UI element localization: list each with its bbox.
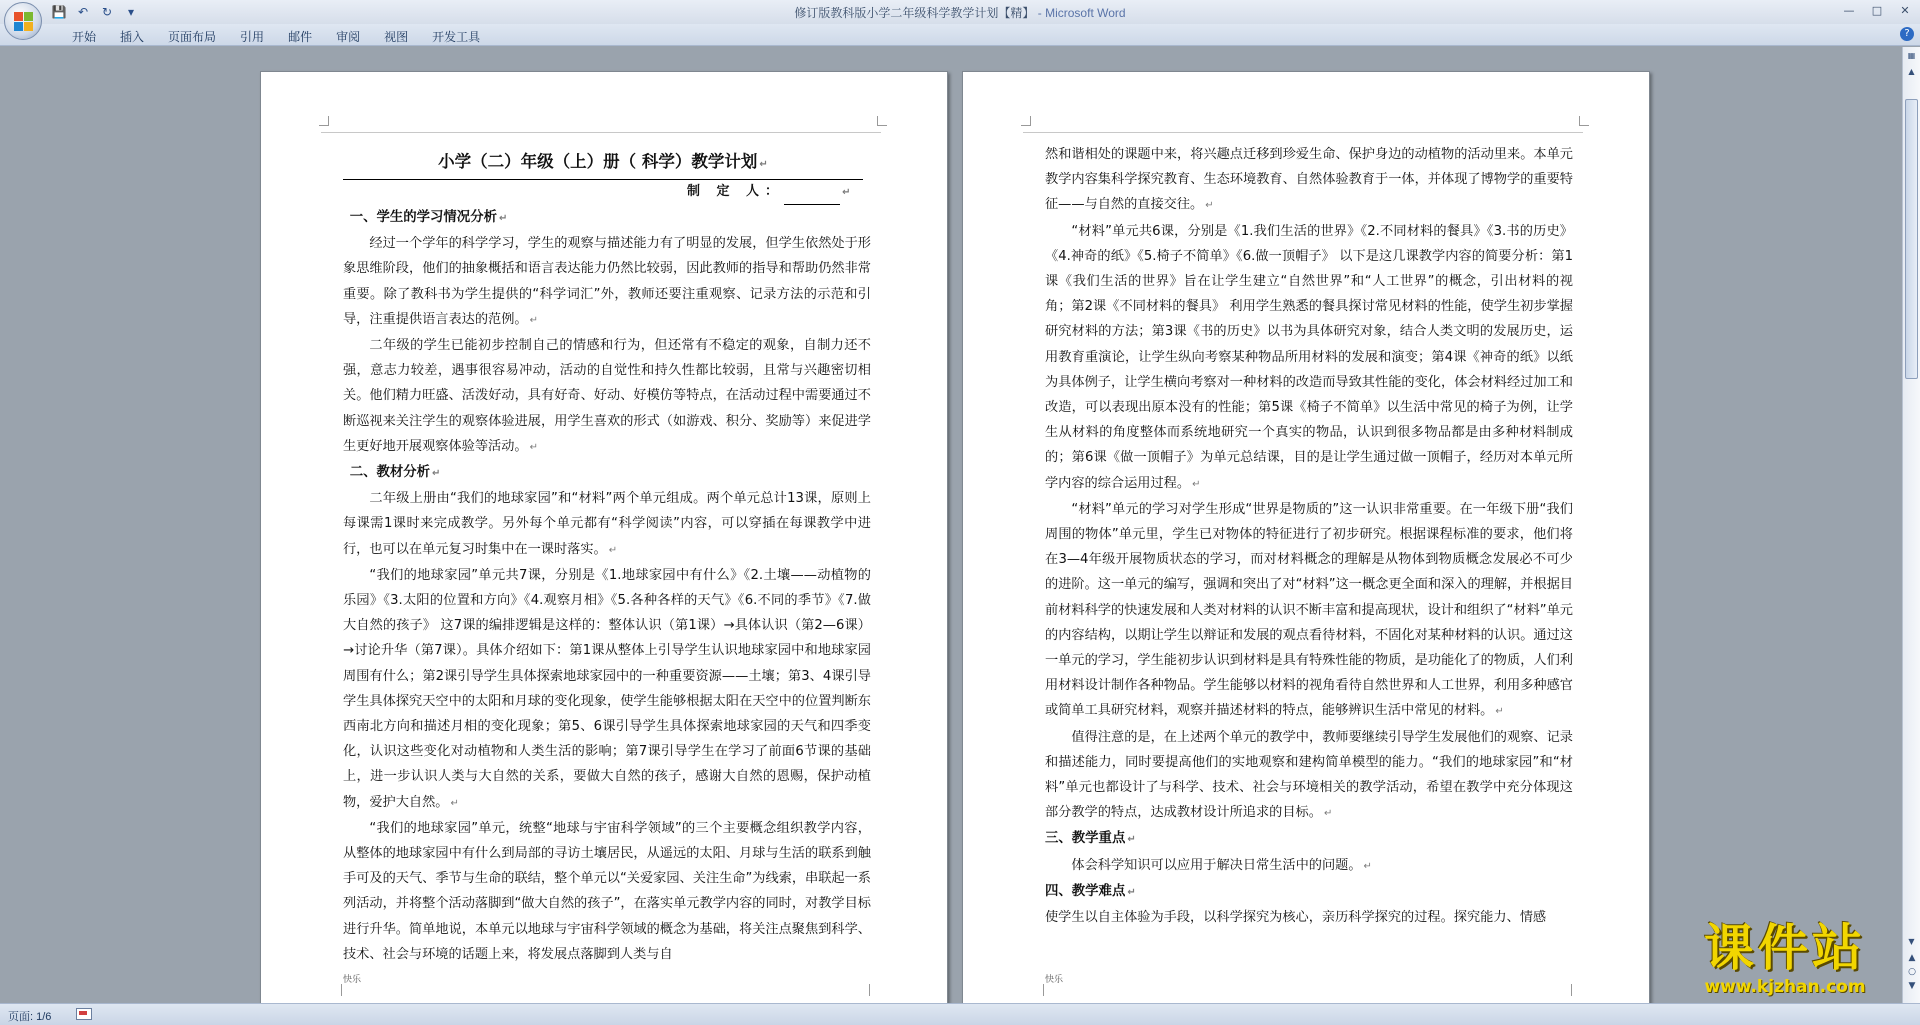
- paragraph-text: 经过一个学年的科学学习，学生的观察与描述能力有了明显的发展，但学生依然处于形象思维阶段，他们的抽象概括和语言表达能力仍然比较弱，因此教师的指导和帮助仍然非常重要。除了教科书为学生提供的“科学词汇”外，教师还要注重观察、记录方法的示范和引导，注重提供语言表达的范例。: [343, 236, 871, 327]
- ribbon-tabs: [60, 27, 492, 46]
- tab-view[interactable]: 视图: [384, 30, 409, 44]
- page-2[interactable]: [962, 71, 1650, 1003]
- quick-access-toolbar: [50, 3, 140, 21]
- scrollbar-thumb[interactable]: [1905, 99, 1918, 379]
- proofing-icon[interactable]: [76, 1008, 92, 1020]
- document-heading-text: 小学（二）年级（上）册（ 科学）教学计划: [438, 152, 758, 171]
- tab-page-layout[interactable]: 页面布局: [168, 30, 217, 44]
- scroll-down-icon[interactable]: ▼: [1908, 937, 1915, 946]
- window-controls: [1838, 2, 1916, 20]
- page-1-body[interactable]: [343, 148, 871, 967]
- scroll-up-icon[interactable]: ▲: [1908, 67, 1915, 76]
- office-button[interactable]: [4, 2, 42, 40]
- paragraph: 二年级上册由“我们的地球家园”和“材料”两个单元组成。两个单元总计13课，原则上每课需1课时来完成教学。另外每个单元都有“科学阅读”内容，可以穿插在每课教学中进行，也可以在单元复习时集中在一课时落实。 ↵: [343, 491, 871, 557]
- header-line: [321, 132, 881, 133]
- paragraph-text: “材料”单元的学习对学生形成“世界是物质的”这一认识非常重要。在一年级下册“我们周围的物体”单元里，学生已对物体的特征进行了初步研究。根据课程标准的要求，他们将在3—4年级开展物质状态的学习，而对材料概念的理解是从物体到物质概念发展必不可少的进阶。这一单元的编写，强调和突出了对“材料”这一概念更全面和深入的理解，并根据目前材料科学的快速发展和人类对材料的认识不断丰富和提高现状，设计和组织了“材料”单元的内容结构，以期让学生以辩证和发展的观点看待材料，不固化对某种材料的认识。通过这一单元的学习，学生能初步认识到材料是具有特殊性能的物质，是功能化了的物质，人们利用材料设计制作各种物品。学生能够以材料的视角看待自然世界和人工世界，利用多种感官或简单工具研究材料，观察并描述材料的特点，能够辨识生活中常见的材料。: [1045, 501, 1573, 719]
- ruler-toggle-icon[interactable]: ▦: [1907, 51, 1916, 60]
- section-heading-3: 三、教学重点 ↵: [1045, 831, 1136, 847]
- crop-mark: [1043, 984, 1053, 996]
- app-name: - Microsoft Word: [1034, 6, 1126, 20]
- tab-insert[interactable]: 插入: [120, 30, 145, 44]
- page-count[interactable]: 页面: 1/6: [8, 1011, 52, 1023]
- document-heading: 小学（二）年级（上）册（ 科学）教学计划 ↵: [343, 148, 863, 180]
- office-logo-icon: [14, 12, 33, 31]
- paragraph-text: 体会科学知识可以应用于解决日常生活中的问题。: [1071, 857, 1362, 873]
- save-icon[interactable]: 💾: [51, 5, 67, 19]
- vertical-scrollbar[interactable]: [1902, 47, 1920, 1003]
- maximize-icon[interactable]: □: [1871, 4, 1883, 17]
- paragraph-text: “材料”单元共6课，分别是《1.我们生活的世界》《2.不同材料的餐具》《3.书的历史》《4.神奇的纸》《5.椅子不简单》《6.做一顶帽子》 以下是这几课教学内容的简要分析：第1课《我们生活的世界》旨在让学生建立“自然世界”和“人工世界”的概念，引出材料的视角；第2课《不同材料的餐具》 利用学生熟悉的餐具探讨常见材料的性能，使学生初步掌握研究材料的方法；第3课《书的历史》以书为具体研究对象，结合人类文明的发展历史，运用教育重演论，让学生纵向考察某种物品所用材料的发展和演变；第4课《神奇的纸》以纸为具体例子，让学生横向考察对一种材料的改造而导致其性能的变化，体会材料经过加工和改造，可以表现出原本没有的性能；第5课《椅子不简单》以生活中常见的椅子为例，让学生从材料的角度整体而系统地研究一个真实的物品，认识到很多物品都是由多种材料制成的；第6课《做一顶帽子》为单元总结课，目的是让学生通过做一顶帽子，经历对本单元所学内容的综合运用过程。: [1045, 223, 1573, 491]
- document-area[interactable]: [0, 47, 1902, 1003]
- paragraph-text: “我们的地球家园”单元共7课，分别是《1.地球家园中有什么》《2.土壤——动植物的乐园》《3.太阳的位置和方向》《4.观察月相》《5.各种各样的天气》《6.不同的季节》《7.做大自然的孩子》 这7课的编排逻辑是这样的：整体认识（第1课）→具体认识（第2—6课）→讨论升华（第7课）。具体介绍如下：第1课从整体上引导学生认识地球家园中和地球家园周围有什么；第2课引导学生具体探索地球家园中的一种重要资源——土壤；第3、4课引导学生具体探究天空中的太阳和月球的变化现象，使学生能够根据太阳在天空中的位置判断东西南北方向和描述月相的变化现象；第5、6课引导学生具体探索地球家园的天气和四季变化，认识这些变化对动植物和人类生活的影响；第7课引导学生在学习了前面6节课的基础上，进一步认识人类与大自然的关系，要做大自然的孩子，感谢大自然的恩赐，保护动植物，爱护大自然。: [343, 567, 871, 810]
- tab-review[interactable]: 审阅: [336, 30, 361, 44]
- section-heading-4-text: 四、教学难点: [1045, 883, 1126, 899]
- watermark-brand: 课件站: [1704, 919, 1866, 977]
- crop-mark: [869, 984, 879, 996]
- crop-mark: [341, 984, 351, 996]
- browse-object-icon[interactable]: ○: [1908, 967, 1916, 977]
- paragraph: 体会科学知识可以应用于解决日常生活中的问题。 ↵: [1071, 857, 1372, 873]
- paragraph: “材料”单元共6课，分别是《1.我们生活的世界》《2.不同材料的餐具》《3.书的历史》《4.神奇的纸》《5.椅子不简单》《6.做一顶帽子》 以下是这几课教学内容的简要分析：第1课《我们生活的世界》旨在让学生建立“自然世界”和“人工世界”的概念，引出材料的视角；第2课《不同材料的餐具》 利用学生熟悉的餐具探讨常见材料的性能，使学生初步掌握研究材料的方法；第3课《书的历史》以书为具体研究对象，结合人类文明的发展历史，运用教育重演论，让学生纵向考察某种物品所用材料的发展和演变；第4课《神奇的纸》以纸为具体例子，让学生横向考察对一种材料的改造而导致其性能的变化，体会材料经过加工和改造，可以表现出原本没有的性能；第5课《椅子不简单》以生活中常见的椅子为例，让学生从材料的角度整体而系统地研究一个真实的物品，认识到很多物品都是由多种材料制成的；第6课《做一顶帽子》为单元总结课，目的是让学生通过做一顶帽子，经历对本单元所学内容的综合运用过程。 ↵: [1045, 223, 1573, 491]
- paragraph: “我们的地球家园”单元共7课，分别是《1.地球家园中有什么》《2.土壤——动植物的乐园》《3.太阳的位置和方向》《4.观察月相》《5.各种各样的天气》《6.不同的季节》《7.做大自然的孩子》 这7课的编排逻辑是这样的：整体认识（第1课）→具体认识（第2—6课）→讨论升华（第7课）。具体介绍如下：第1课从整体上引导学生认识地球家园中和地球家园周围有什么；第2课引导学生具体探索地球家园中的一种重要资源——土壤；第3、4课引导学生具体探究天空中的太阳和月球的变化现象，使学生能够根据太阳在天空中的位置判断东西南北方向和描述月相的变化现象；第5、6课引导学生具体探索地球家园的天气和四季变化，认识这些变化对动植物和人类生活的影响；第7课引导学生在学习了前面6节课的基础上，进一步认识人类与大自然的关系，要做大自然的孩子，感谢大自然的恩赐，保护动植物，爱护大自然。 ↵: [343, 567, 871, 810]
- section-heading-1-text: 一、学生的学习情况分析: [349, 210, 497, 225]
- crop-mark: [877, 116, 887, 126]
- next-page-icon[interactable]: ▼: [1908, 981, 1916, 991]
- section-heading-3-text: 三、教学重点: [1045, 831, 1126, 847]
- paragraph-text: 值得注意的是，在上述两个单元的教学中，教师要继续引导学生发展他们的观察、记录和描述能力，同时要提高他们的实地观察和建构简单模型的能力。“我们的地球家园”和“材料”单元也都设计了与科学、技术、社会与环境相关的教学活动，希望在教学中充分体现这部分教学的特点，达成教材设计所追求的目标。: [1045, 729, 1573, 821]
- crop-mark: [319, 116, 329, 126]
- page-1[interactable]: [260, 71, 948, 1003]
- close-icon[interactable]: ✕: [1900, 4, 1910, 17]
- window-title: [0, 4, 1920, 21]
- tab-references[interactable]: 引用: [240, 30, 265, 44]
- crop-mark: [1021, 116, 1031, 126]
- minimize-icon[interactable]: —: [1843, 4, 1855, 17]
- status-bar: [0, 1003, 1920, 1025]
- section-heading-1: 一、学生的学习情况分析 ↵: [349, 210, 508, 225]
- paragraph: 然和谐相处的课题中来，将兴趣点迁移到珍爱生命、保护身边的动植物的活动里来。本单元教学内容集科学探究教育、生态环境教育、自然体验教育于一体，并体现了博物学的重要特征——与自然的直接交往。 ↵: [1045, 147, 1573, 213]
- watermark-url: www.kjzhan.com: [1704, 977, 1866, 997]
- page-2-body[interactable]: [1045, 142, 1573, 930]
- previous-page-icon[interactable]: ▲: [1908, 953, 1916, 963]
- paragraph: [1045, 905, 1573, 930]
- page-footer: 快乐: [343, 975, 362, 985]
- crop-mark: [1571, 984, 1581, 996]
- paragraph: 经过一个学年的科学学习，学生的观察与描述能力有了明显的发展，但学生依然处于形象思维阶段，他们的抽象概括和语言表达能力仍然比较弱，因此教师的指导和帮助仍然非常重要。除了教科书为学生提供的“科学词汇”外，教师还要注重观察、记录方法的示范和引导，注重提供语言表达的范例。 ↵: [343, 236, 871, 327]
- tab-home[interactable]: 开始: [72, 30, 97, 44]
- paragraph: [343, 816, 871, 967]
- paragraph-text: “我们的地球家园”单元，统整“地球与宇宙科学领域”的三个主要概念组织教学内容，从整体的地球家园中有什么到局部的寻访土壤居民，从遥远的太阳、月球与生活的联系到触手可及的天气、季节与生命的联结，整个单元以“关爱家园、关注生命”为线索，串联起一系列活动，并将整个活动落脚到“做大自然的孩子”，在落实单元教学内容的同时，对教学目标进行升华。简单地说，本单元以地球与宇宙科学领域的概念为基础，将关注点聚焦到科学、技术、社会与环境的话题上来，将发展点落脚到人类与自: [343, 820, 871, 962]
- section-heading-2: 二、教材分析 ↵: [349, 465, 441, 481]
- redo-icon[interactable]: ↻: [101, 5, 113, 19]
- page-footer: 快乐: [1045, 975, 1064, 985]
- help-icon[interactable]: ?: [1900, 27, 1914, 41]
- tab-mailings[interactable]: 邮件: [288, 30, 313, 44]
- site-watermark: [1660, 920, 1910, 1000]
- paragraph-text: 使学生以自主体验为手段，以科学探究为核心，亲历科学探究的过程。探究能力、情感: [1045, 910, 1547, 926]
- document-title: 修订版教科版小学二年级科学教学计划【精】: [794, 6, 1035, 20]
- section-heading-2-text: 二、教材分析: [349, 465, 431, 481]
- paragraph-text: 然和谐相处的课题中来，将兴趣点迁移到珍爱生命、保护身边的动植物的活动里来。本单元教学内容集科学探究教育、生态环境教育、自然体验教育于一体，并体现了博物学的重要特征——与自然的直接交往。: [1045, 147, 1573, 213]
- paragraph: 二年级的学生已能初步控制自己的情感和行为，但还常有不稳定的观象，自制力还不强，意志力较差，遇事很容易冲动，活动的自觉性和持久性都比较弱，且常与兴趣密切相关。他们精力旺盛、活泼好动，具有好奇、好动、好模仿等特点，在活动过程中需要通过不断巡视来关注学生的观察体验进展，用学生喜欢的形式（如游戏、积分、奖励等）来促进学生更好地开展观察体验等活动。 ↵: [343, 338, 871, 454]
- ribbon: [0, 24, 1920, 46]
- tab-developer[interactable]: 开发工具: [432, 30, 481, 44]
- paragraph: “材料”单元的学习对学生形成“世界是物质的”这一认识非常重要。在一年级下册“我们周围的物体”单元里，学生已对物体的特征进行了初步研究。根据课程标准的要求，他们将在3—4年级开展物质状态的学习，而对材料概念的理解是从物体到物质概念发展必不可少的进阶。这一单元的编写，强调和突出了对“材料”这一概念更全面和深入的理解，并根据目前材料科学的快速发展和人类对材料的认识不断丰富和提高现状，设计和组织了“材料”单元的内容结构，以期让学生以辩证和发展的观点看待材料，不固化对某种材料的认识。通过这一单元的学习，学生能初步认识到材料是具有特殊性能的物质，是功能化了的物质，人们利用材料设计制作各种物品。学生能够以材料的视角看待自然世界和人工世界，利用多种感官或简单工具研究材料，观察并描述材料的特点，能够辨识生活中常见的材料。 ↵: [1045, 501, 1573, 719]
- maker-line: 制 定 人： ↵: [343, 180, 871, 205]
- paragraph: 值得注意的是，在上述两个单元的教学中，教师要继续引导学生发展他们的观察、记录和描述能力，同时要提高他们的实地观察和建构简单模型的能力。“我们的地球家园”和“材料”单元也都设计了与科学、技术、社会与环境相关的教学活动，希望在教学中充分体现这部分教学的特点，达成教材设计所追求的目标。 ↵: [1045, 729, 1573, 821]
- paragraph-text: 二年级的学生已能初步控制自己的情感和行为，但还常有不稳定的观象，自制力还不强，意志力较差，遇事很容易冲动，活动的自觉性和持久性都比较弱，且常与兴趣密切相关。他们精力旺盛、活泼好动，具有好奇、好动、好模仿等特点，在活动过程中需要通过不断巡视来关注学生的观察体验进展，用学生喜欢的形式（如游戏、积分、奖励等）来促进学生更好地开展观察体验等活动。: [343, 338, 871, 454]
- crop-mark: [1579, 116, 1589, 126]
- section-heading-4: 四、教学难点 ↵: [1045, 883, 1136, 899]
- customize-qat-icon[interactable]: ▾: [127, 5, 135, 19]
- header-line: [1023, 132, 1583, 133]
- maker-label: 制 定 人：: [687, 184, 785, 199]
- title-bar: [0, 0, 1920, 24]
- paragraph-text: 二年级上册由“我们的地球家园”和“材料”两个单元组成。两个单元总计13课，原则上每课需1课时来完成教学。另外每个单元都有“科学阅读”内容，可以穿插在每课教学中进行，也可以在单元复习时集中在一课时落实。: [343, 491, 871, 557]
- undo-icon[interactable]: ↶: [77, 5, 89, 19]
